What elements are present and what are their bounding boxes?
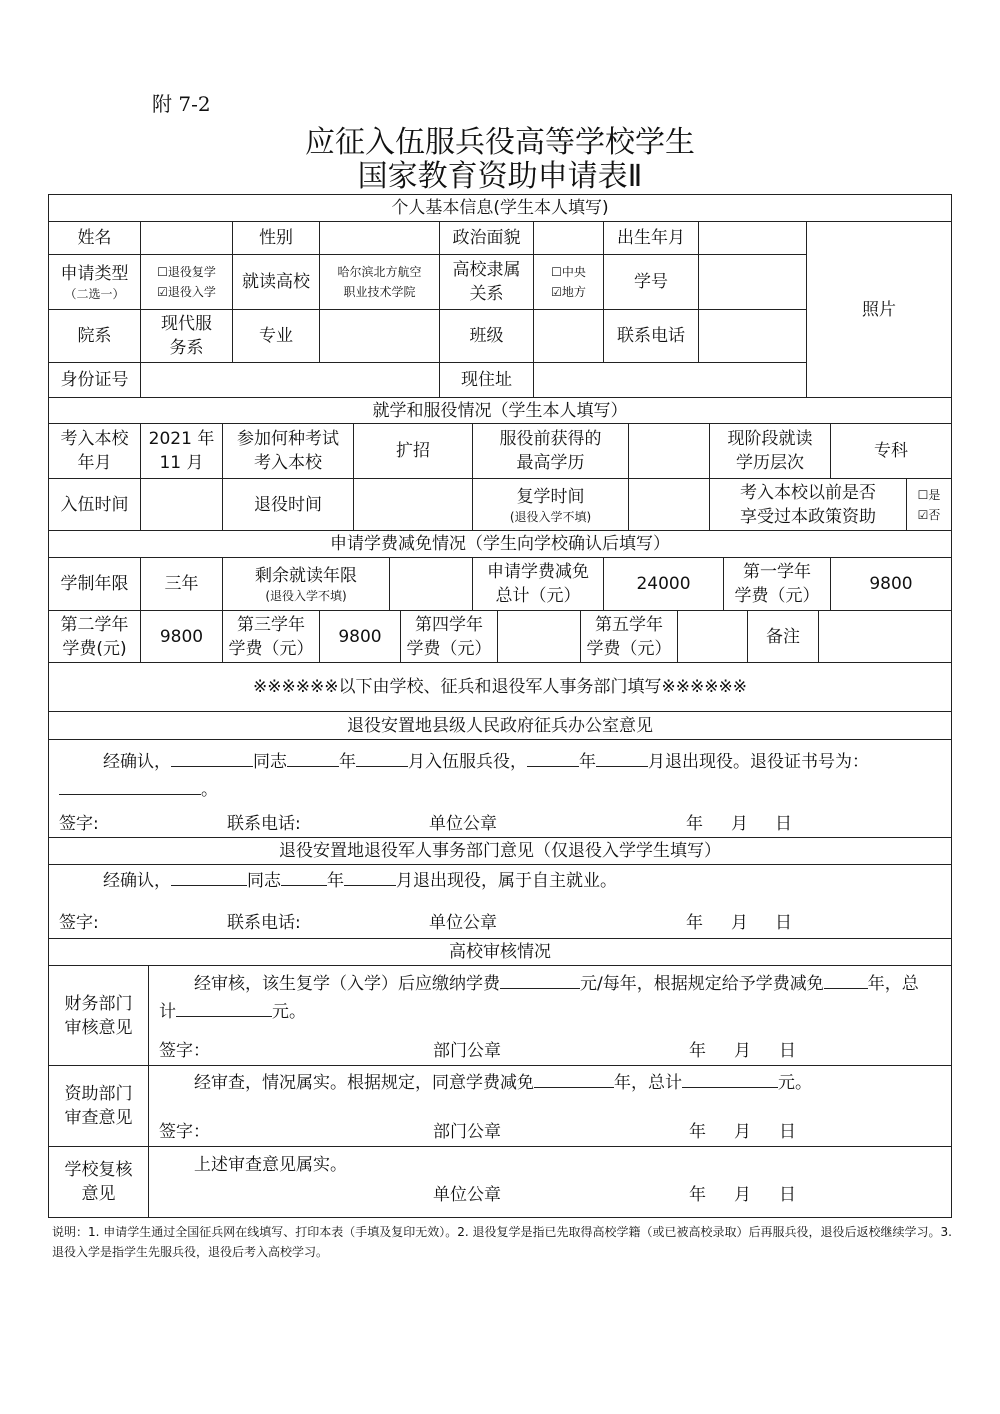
footnote: 说明：1. 申请学生通过全国征兵网在线填写、打印本表（手填及复印无效）。2. 退役复学是指已先取得高校学籍（或已被高校录取）后再服兵役，退役后返校继续学习。3. 退役入学是指学生先服兵役，退役后考入高校学习。	[52, 1225, 952, 1259]
apply-type-sub: （二选一）	[64, 287, 125, 301]
total-reduction-value: 24000	[603, 557, 724, 611]
veteran-text-c: 年	[327, 871, 344, 891]
gender-label: 性别	[232, 221, 320, 255]
discharge-time-label: 退役时间	[222, 478, 354, 531]
remain-label-sub: (退役入学不填)	[265, 589, 347, 603]
section-personal-title: 个人基本信息(学生本人填写)	[48, 194, 952, 222]
aid-opinion-box	[148, 1065, 952, 1147]
army-discharge-year-blank[interactable]	[527, 748, 579, 767]
prior-yes-checkbox[interactable]: ☐是	[917, 487, 941, 502]
finance-text-d: 计	[159, 1002, 176, 1022]
finance-line1	[194, 970, 919, 996]
army-discharge-month-blank[interactable]	[596, 748, 648, 767]
total-label-line2: 总计（元）	[495, 586, 581, 606]
veteran-day-label: 日	[775, 913, 792, 933]
enroll-label-line2: 年月	[77, 453, 112, 473]
resume-time-field[interactable]	[628, 478, 710, 531]
enroll-value-line2: 11 月	[159, 453, 204, 473]
enroll-date-value	[140, 423, 223, 479]
aid-seal-label: 部门公章	[433, 1122, 501, 1142]
enroll-date-label	[48, 423, 141, 479]
aid-text-b: 年，总计	[614, 1073, 682, 1093]
y2-label-line1: 第二学年	[60, 614, 129, 635]
prior-no-checkbox[interactable]: ☑否	[917, 507, 941, 522]
y3-fee-label	[222, 610, 320, 663]
veteran-month-blank[interactable]	[344, 867, 396, 886]
y3-label-line1: 第三学年	[237, 614, 305, 635]
school-value-line2: 职业技术学院	[343, 285, 416, 299]
army-enlist-year-blank[interactable]	[287, 748, 339, 767]
army-text-g: 。	[201, 780, 218, 800]
army-opinion-line1	[103, 748, 869, 774]
edu-level-value: 专科	[830, 423, 952, 479]
school-review-text: 上述审查意见属实。	[194, 1155, 347, 1175]
class-label: 班级	[439, 309, 534, 363]
veteran-text-d: 月退出现役，属于自主就业。	[396, 871, 617, 891]
veteran-text-b: 同志	[247, 871, 281, 891]
dept-value-line2: 务系	[169, 338, 204, 358]
veteran-name-blank[interactable]	[171, 867, 247, 886]
finance-line2	[159, 998, 306, 1024]
id-label: 身份证号	[48, 362, 141, 398]
army-text-f: 月退出现役。退役证书号为：	[648, 752, 869, 772]
finance-years-blank[interactable]	[824, 970, 868, 989]
army-day-label: 日	[775, 814, 792, 834]
prior-label-line1: 考入本校以前是否	[740, 482, 876, 503]
level-label-line1: 现阶段就读	[727, 429, 813, 449]
veteran-seal-label: 单位公章	[429, 913, 497, 933]
edu-level-label	[709, 423, 831, 479]
section-veteran-title: 退役安置地退役军人事务部门意见（仅退役入学学生填写）	[48, 837, 952, 865]
exam-type-value: 扩招	[353, 423, 473, 479]
army-month-label: 月	[731, 814, 748, 834]
exam-label-line1: 参加何种考试	[237, 429, 339, 449]
level-label-line2: 学历层次	[736, 453, 804, 473]
finance-year-label: 年	[689, 1041, 706, 1061]
birth-label: 出生年月	[603, 221, 699, 255]
class-field[interactable]	[533, 309, 604, 363]
y4-fee-field[interactable]	[497, 610, 581, 663]
total-reduction-label	[472, 557, 604, 611]
apply-option-resume-checkbox[interactable]: ☐退役复学	[157, 265, 216, 279]
total-label-line1: 申请学费减免	[487, 562, 589, 582]
aid-line1	[194, 1069, 812, 1095]
photo-box: 照片	[806, 221, 952, 398]
y5-fee-label	[580, 610, 678, 663]
aid-years-blank[interactable]	[534, 1069, 614, 1088]
school-month-label: 月	[734, 1185, 751, 1205]
army-text-a: 经确认，	[103, 752, 171, 772]
aid-text-a: 经审查，情况属实。根据规定，同意学费减免	[194, 1073, 534, 1093]
affil-central-checkbox[interactable]: ☐中央	[551, 265, 586, 279]
veteran-text-a: 经确认，	[103, 871, 171, 891]
remark-field[interactable]	[818, 610, 952, 663]
edu-label-line1: 服役前获得的	[499, 429, 602, 449]
enlist-time-label: 入伍时间	[48, 478, 141, 531]
section-army-title: 退役安置地县级人民政府征兵办公室意见	[48, 711, 952, 740]
veteran-opinion-box	[48, 864, 952, 939]
remain-years-field[interactable]	[389, 557, 473, 611]
school-review-label	[48, 1146, 149, 1218]
prior-label-line2: 享受过本政策资助	[740, 506, 876, 527]
y1-label-line2: 学费（元）	[734, 586, 820, 606]
prior-aid-label	[709, 478, 907, 531]
finance-seal-label: 部门公章	[433, 1041, 501, 1061]
finance-text-c: 年，总	[867, 974, 919, 994]
army-name-blank[interactable]	[171, 748, 253, 767]
resume-label-sub: (退役入学不填)	[509, 509, 592, 524]
y4-label-line1: 第四学年	[415, 614, 483, 635]
affil-local-checkbox[interactable]: ☑地方	[551, 285, 586, 299]
dept-value-line1: 现代服	[161, 314, 212, 334]
army-seal-label: 单位公章	[429, 814, 497, 834]
army-text-d: 月入伍服兵役，	[408, 752, 527, 772]
form-title-line1: 应征入伍服兵役高等学校学生	[305, 125, 695, 160]
y5-label-line2: 学费（元）	[586, 638, 672, 659]
aid-label-line2: 审查意见	[64, 1108, 133, 1128]
affiliation-label	[439, 254, 534, 310]
y1-fee-value: 9800	[830, 557, 952, 611]
finance-day-label: 日	[779, 1041, 796, 1061]
exam-type-label	[222, 423, 354, 479]
aid-label-line1: 资助部门	[64, 1084, 133, 1104]
remain-years-label	[222, 557, 390, 611]
y1-fee-label	[723, 557, 831, 611]
phone-label: 联系电话	[603, 309, 699, 363]
apply-type-label-text: 申请类型	[60, 264, 129, 284]
school-review-box	[148, 1146, 952, 1218]
section-review-title: 高校审核情况	[48, 938, 952, 966]
army-text-c: 年	[339, 752, 356, 772]
attachment-label: 附 7-2	[152, 92, 211, 116]
aid-month-label: 月	[734, 1122, 751, 1142]
veteran-year-label: 年	[686, 913, 703, 933]
y5-label-line1: 第五学年	[595, 614, 663, 635]
name-label: 姓名	[48, 221, 141, 255]
veteran-month-label: 月	[731, 913, 748, 933]
army-text-b: 同志	[253, 752, 287, 772]
aid-label	[48, 1065, 149, 1147]
birth-field[interactable]	[698, 221, 807, 255]
y5-fee-field[interactable]	[677, 610, 748, 663]
apply-type-options	[140, 254, 233, 310]
aid-year-label: 年	[689, 1122, 706, 1142]
school-review-label-line2: 意见	[81, 1184, 116, 1204]
years-label: 学制年限	[48, 557, 141, 611]
army-opinion-box	[48, 739, 952, 838]
veteran-opinion-line1	[103, 867, 617, 893]
discharge-time-field[interactable]	[353, 478, 473, 531]
address-label: 现住址	[439, 362, 534, 398]
school-review-label-line1: 学校复核	[64, 1160, 133, 1180]
exam-label-line2: 考入本校	[254, 453, 322, 473]
school-label: 就读高校	[232, 254, 320, 310]
politics-label: 政治面貌	[439, 221, 534, 255]
school-seal-label: 单位公章	[433, 1185, 501, 1205]
section-study-title: 就学和服役情况（学生本人填写）	[48, 397, 952, 424]
affiliation-options	[533, 254, 604, 310]
major-label: 专业	[232, 309, 320, 363]
y3-label-line2: 学费（元）	[228, 638, 314, 659]
gender-field[interactable]	[319, 221, 440, 255]
apply-type-label	[48, 254, 141, 310]
veteran-sign-label: 签字:	[59, 913, 99, 933]
finance-sign-label: 签字：	[159, 1041, 210, 1061]
finance-label-line2: 审核意见	[64, 1017, 133, 1038]
form-table	[48, 194, 952, 1218]
dept-value	[140, 309, 233, 363]
edu-label-line2: 最高学历	[516, 453, 585, 473]
army-sign-label: 签字:	[59, 814, 99, 834]
veteran-phone-label: 联系电话:	[227, 913, 301, 933]
id-field[interactable]	[140, 362, 440, 398]
aid-day-label: 日	[779, 1122, 796, 1142]
years-value: 三年	[140, 557, 223, 611]
apply-option-enroll-checkbox[interactable]: ☑退役入学	[157, 285, 216, 299]
army-enlist-month-blank[interactable]	[356, 748, 408, 767]
resume-label-text: 复学时间	[516, 486, 585, 507]
name-field[interactable]	[140, 221, 233, 255]
school-value	[319, 254, 440, 310]
veteran-year-blank[interactable]	[281, 867, 327, 886]
remain-label-text: 剩余就读年限	[255, 566, 357, 586]
y2-fee-value: 9800	[140, 610, 223, 663]
y2-label-line2: 学费(元)	[62, 638, 127, 659]
finance-label	[48, 965, 149, 1066]
student-no-field[interactable]	[698, 254, 807, 310]
major-field[interactable]	[319, 309, 440, 363]
address-field[interactable]	[533, 362, 807, 398]
politics-field[interactable]	[533, 221, 604, 255]
student-no-label: 学号	[603, 254, 699, 310]
finance-text-b: 元/每年，根据规定给予学费减免	[580, 974, 824, 994]
resume-time-label	[472, 478, 629, 531]
school-year-label: 年	[689, 1185, 706, 1205]
finance-fee-blank[interactable]	[500, 970, 580, 989]
affiliation-label-line1: 高校隶属	[452, 260, 521, 280]
divider-row: ※※※※※※以下由学校、征兵和退役军人事务部门填写※※※※※※	[48, 662, 952, 712]
y4-label-line2: 学费（元）	[406, 638, 492, 659]
enlist-time-field[interactable]	[140, 478, 223, 531]
army-text-e: 年	[579, 752, 596, 772]
prior-aid-options	[906, 478, 952, 531]
army-opinion-line2	[59, 776, 218, 802]
highest-edu-label	[472, 423, 629, 479]
finance-opinion-box	[148, 965, 952, 1066]
army-year-label: 年	[686, 814, 703, 834]
enroll-value-line1: 2021 年	[148, 429, 215, 449]
y2-fee-label	[48, 610, 141, 663]
aid-total-blank[interactable]	[682, 1069, 778, 1088]
finance-month-label: 月	[734, 1041, 751, 1061]
finance-label-line1: 财务部门	[64, 993, 133, 1014]
enroll-label-line1: 考入本校	[60, 429, 129, 449]
finance-total-blank[interactable]	[176, 998, 272, 1017]
y3-fee-value: 9800	[319, 610, 401, 663]
army-certificate-blank[interactable]	[59, 776, 201, 795]
highest-edu-field[interactable]	[628, 423, 710, 479]
school-day-label: 日	[779, 1185, 796, 1205]
school-value-line1: 哈尔滨北方航空	[337, 265, 422, 279]
form-title-line2: 国家教育资助申请表Ⅱ	[357, 159, 643, 194]
aid-sign-label: 签字：	[159, 1122, 210, 1142]
phone-field[interactable]	[698, 309, 807, 363]
affiliation-label-line2: 关系	[469, 284, 504, 304]
army-phone-label: 联系电话:	[227, 814, 301, 834]
aid-text-c: 元。	[778, 1073, 812, 1093]
section-fee-title: 申请学费减免情况（学生向学校确认后填写）	[48, 530, 952, 558]
y1-label-line1: 第一学年	[743, 562, 811, 582]
dept-label: 院系	[48, 309, 141, 363]
y4-fee-label	[400, 610, 498, 663]
finance-text-e: 元。	[272, 1002, 306, 1022]
remark-label: 备注	[747, 610, 819, 663]
finance-text-a: 经审核，该生复学（入学）后应缴纳学费	[194, 974, 500, 994]
